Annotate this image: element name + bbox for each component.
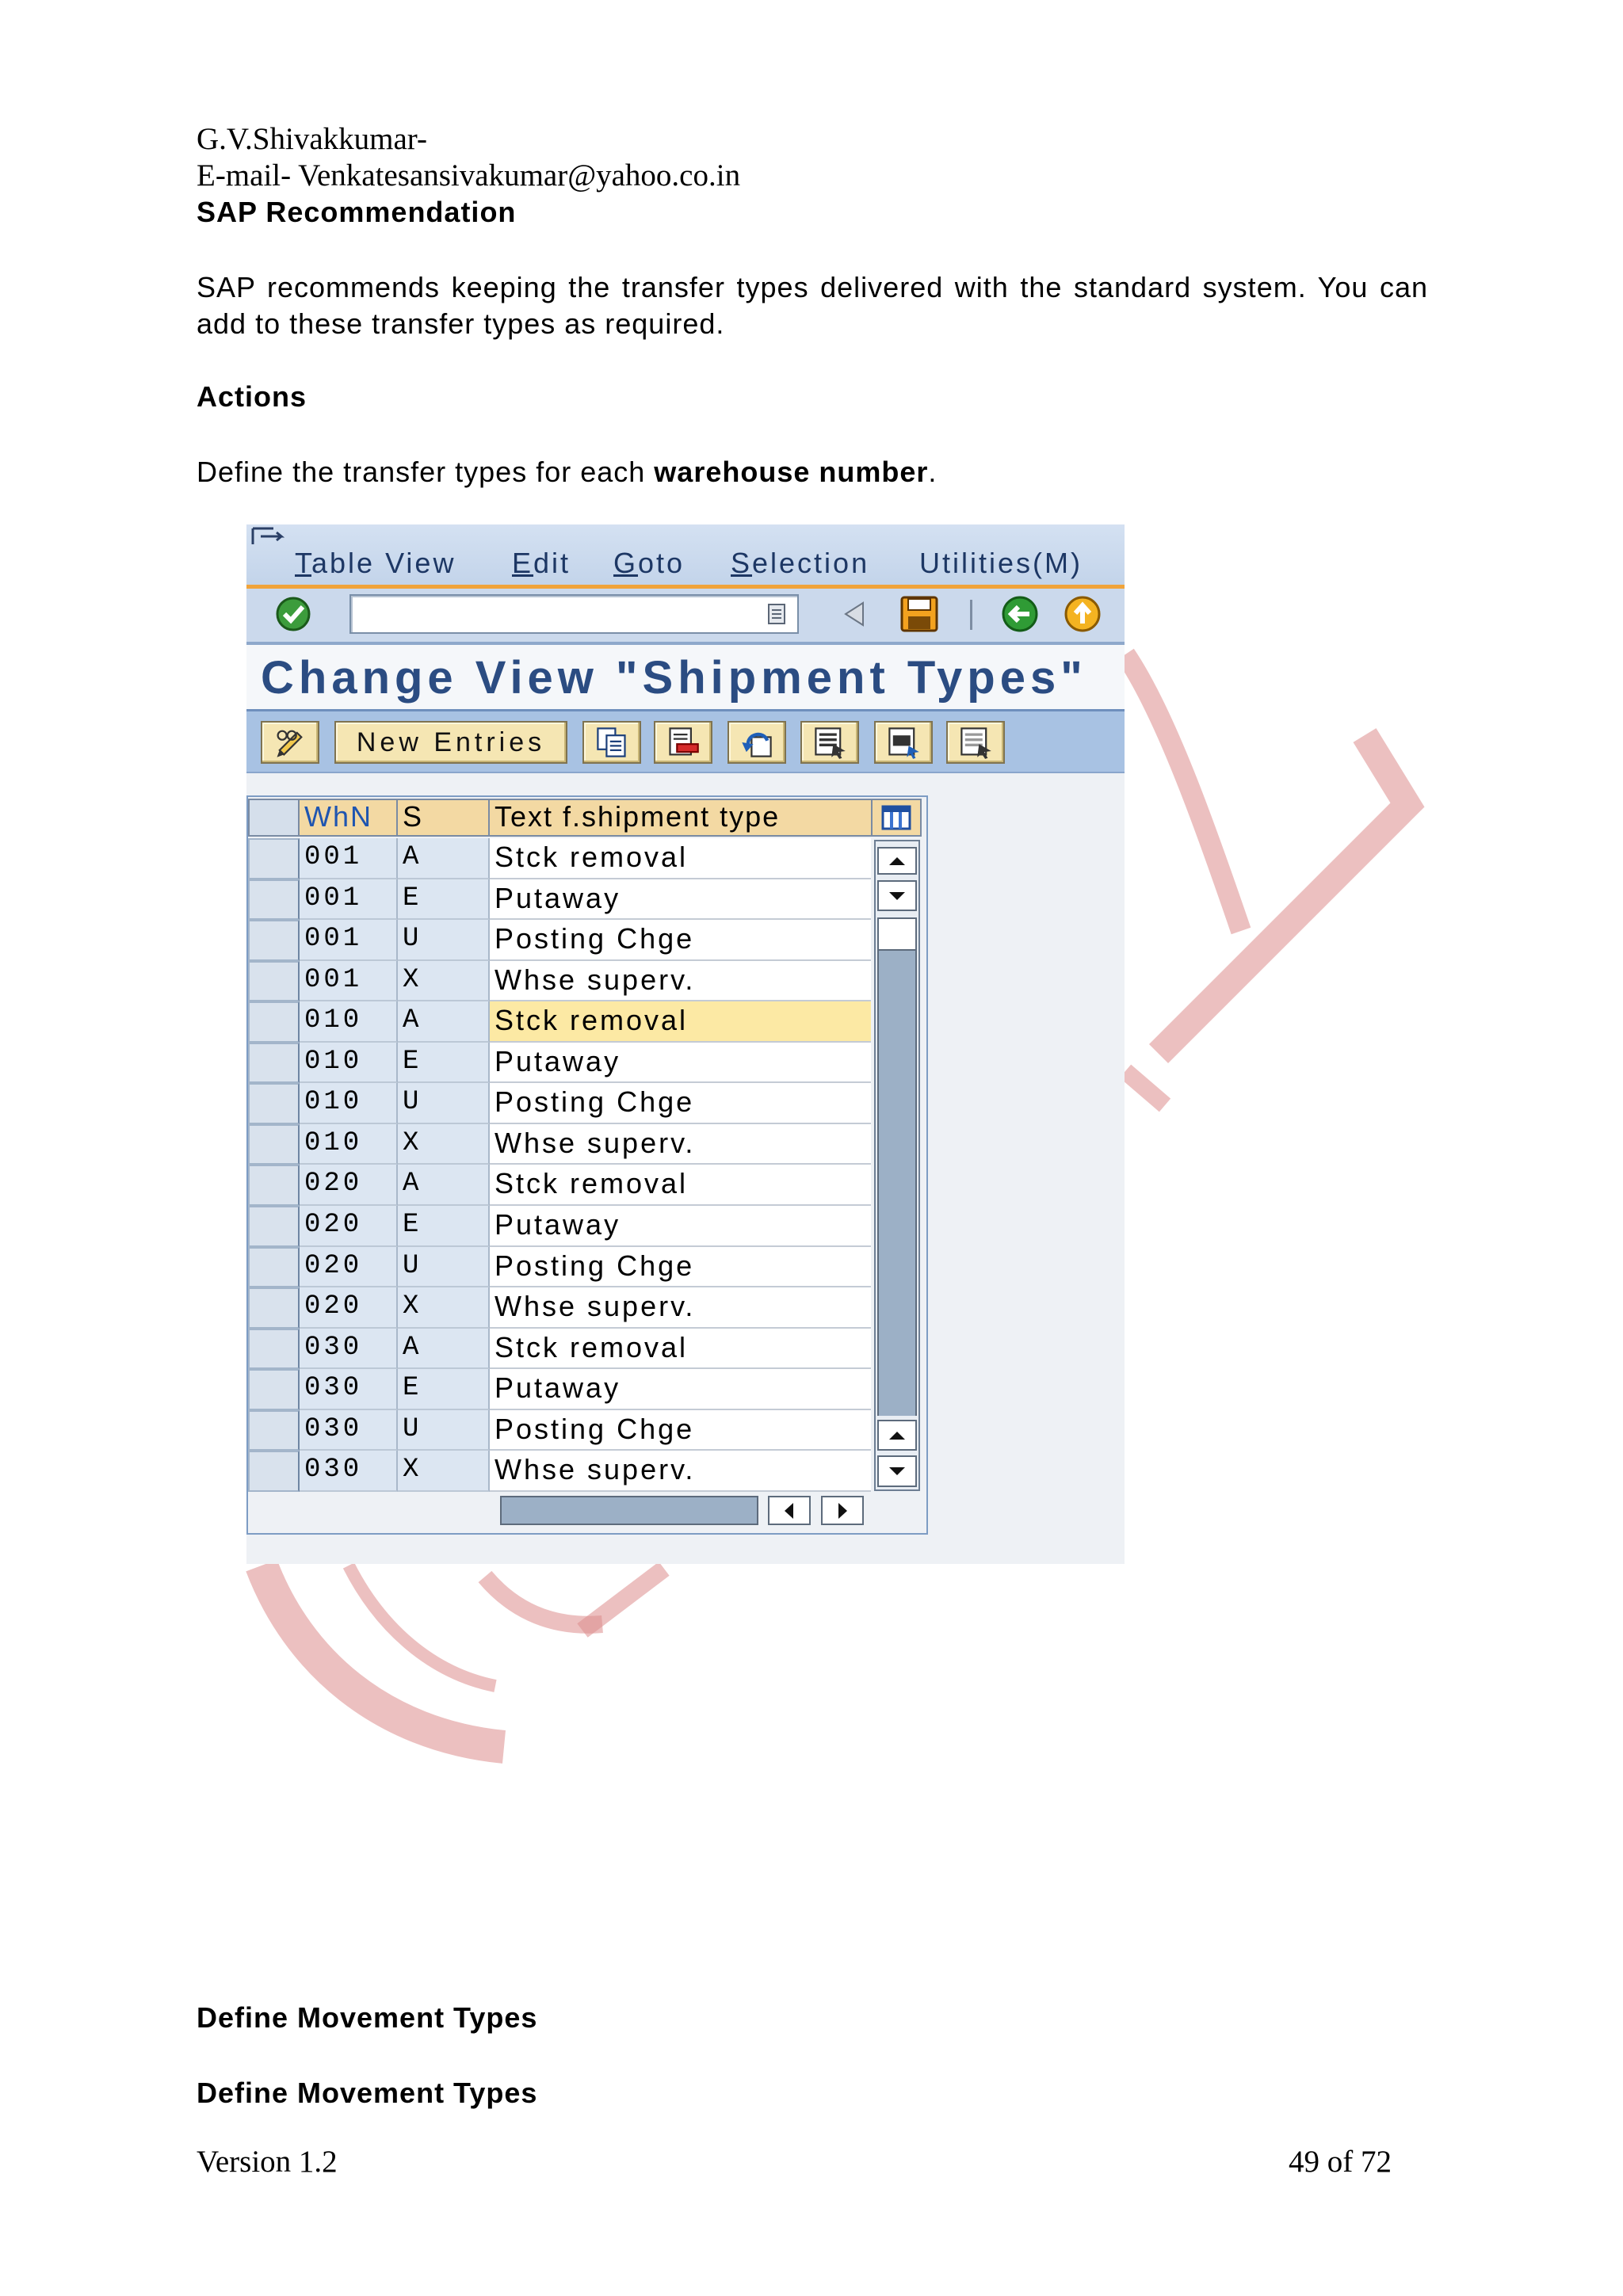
cell-shipment-text[interactable]: Stck removal <box>490 1001 871 1043</box>
cell-shipment-text[interactable]: Posting Chge <box>490 1247 871 1288</box>
cell-shipment-text[interactable]: Posting Chge <box>490 1083 871 1124</box>
table-row[interactable] <box>248 1369 873 1410</box>
cell-shipment-type[interactable]: E <box>398 1043 490 1084</box>
cell-shipment-type[interactable]: X <box>398 1451 490 1492</box>
row-selector[interactable] <box>248 838 300 879</box>
arrow-up-icon <box>888 1430 907 1441</box>
table-row[interactable] <box>248 1083 873 1124</box>
row-selector[interactable] <box>248 1206 300 1247</box>
row-selector[interactable] <box>248 1043 300 1084</box>
cell-shipment-type[interactable]: E <box>398 1369 490 1410</box>
table-row[interactable] <box>248 1124 873 1165</box>
select-block-icon <box>886 725 921 760</box>
row-selector[interactable] <box>248 1124 300 1165</box>
delete-button[interactable] <box>654 721 712 764</box>
command-field[interactable] <box>349 594 799 634</box>
actions-text: Define the transfer types for each <box>197 456 655 488</box>
cell-warehouse[interactable]: 010 <box>300 1083 398 1124</box>
cell-warehouse[interactable]: 020 <box>300 1206 398 1247</box>
application-toolbar <box>246 711 1125 773</box>
table-row[interactable] <box>248 1247 873 1288</box>
section-heading-actions: Actions <box>197 380 307 413</box>
table-row[interactable] <box>248 1287 873 1329</box>
enter-icon[interactable] <box>269 595 318 633</box>
table-row[interactable] <box>248 1206 873 1247</box>
screen-title-bar <box>246 645 1125 711</box>
cell-shipment-text[interactable]: Whse superv. <box>490 1451 871 1492</box>
section-heading-movement-types: Define Movement Types <box>197 2001 538 2034</box>
actions-emphasis: warehouse number <box>654 456 929 488</box>
new-entries-button[interactable]: New Entries <box>334 721 567 764</box>
row-selector[interactable] <box>248 961 300 1002</box>
table-row[interactable] <box>248 1001 873 1043</box>
cell-warehouse[interactable]: 010 <box>300 1124 398 1165</box>
row-selector[interactable] <box>248 1083 300 1124</box>
scrollbar-track[interactable] <box>877 951 917 1416</box>
undo-change-button[interactable] <box>727 721 786 764</box>
menu-corner-icon[interactable] <box>250 527 289 547</box>
table-settings-button[interactable] <box>871 799 922 837</box>
table-control <box>246 795 928 1535</box>
arrow-down-icon <box>888 1466 907 1477</box>
row-selector[interactable] <box>248 879 300 921</box>
cell-shipment-text[interactable]: Posting Chge <box>490 1410 871 1451</box>
cell-warehouse[interactable]: 030 <box>300 1410 398 1451</box>
cell-shipment-type[interactable]: U <box>398 1247 490 1288</box>
scroll-left-button[interactable] <box>768 1496 811 1525</box>
menu-bar <box>246 524 1125 585</box>
scroll-right-button[interactable] <box>821 1496 864 1525</box>
arrow-up-icon <box>888 856 907 867</box>
table-settings-icon <box>880 804 912 831</box>
cell-shipment-text[interactable]: Whse superv. <box>490 1287 871 1329</box>
cell-warehouse[interactable]: 020 <box>300 1165 398 1206</box>
arrow-left-icon <box>783 1501 796 1520</box>
select-all-icon <box>812 725 847 760</box>
row-selector[interactable] <box>248 1287 300 1329</box>
select-all-button[interactable] <box>800 721 859 764</box>
arrow-right-icon <box>836 1501 849 1520</box>
deselect-all-icon <box>958 725 993 760</box>
cell-shipment-type[interactable]: U <box>398 1410 490 1451</box>
row-selector[interactable] <box>248 1165 300 1206</box>
cell-shipment-text[interactable]: Stck removal <box>490 1165 871 1206</box>
author-name: G.V.Shivakkumar- <box>197 122 427 156</box>
table-row[interactable] <box>248 838 873 879</box>
menu-goto[interactable]: Goto <box>613 547 685 579</box>
cell-shipment-type[interactable]: X <box>398 961 490 1002</box>
menu-edit[interactable]: Edit <box>512 547 571 579</box>
cell-shipment-type[interactable]: X <box>398 1124 490 1165</box>
cell-warehouse[interactable]: 010 <box>300 1043 398 1084</box>
cell-warehouse[interactable]: 020 <box>300 1287 398 1329</box>
table-row[interactable] <box>248 1165 873 1206</box>
deselect-all-button[interactable] <box>946 721 1005 764</box>
column-header-type[interactable]: S <box>396 799 490 837</box>
cell-warehouse[interactable]: 020 <box>300 1247 398 1288</box>
scrollbar-thumb[interactable] <box>877 917 917 951</box>
row-selector[interactable] <box>248 1369 300 1410</box>
menu-table-view[interactable]: Table View <box>295 547 456 579</box>
cell-shipment-type[interactable]: U <box>398 1083 490 1124</box>
scroll-up-button[interactable] <box>877 1420 917 1451</box>
display-change-icon <box>273 725 307 760</box>
table-row[interactable] <box>248 1329 873 1370</box>
row-selector[interactable] <box>248 1247 300 1288</box>
cell-shipment-type[interactable]: E <box>398 1206 490 1247</box>
section-heading-movement-types-repeat: Define Movement Types <box>197 2077 538 2109</box>
cell-shipment-type[interactable]: A <box>398 1001 490 1043</box>
author-email: E-mail- Venkatesansivakumar@yahoo.co.in <box>197 158 741 193</box>
back-icon[interactable] <box>998 594 1042 634</box>
copy-as-button[interactable] <box>582 721 641 764</box>
section-heading-recommendation: SAP Recommendation <box>197 196 517 228</box>
cell-shipment-text[interactable]: Putaway <box>490 1369 871 1410</box>
toolbar-separator <box>970 600 972 630</box>
delete-icon <box>666 725 701 760</box>
cell-shipment-type[interactable]: X <box>398 1287 490 1329</box>
cell-shipment-text[interactable]: Whse superv. <box>490 1124 871 1165</box>
page-down-button[interactable] <box>877 880 917 911</box>
column-header-text[interactable]: Text f.shipment type <box>488 799 873 837</box>
display-change-button[interactable] <box>261 721 319 764</box>
horizontal-scrollbar[interactable] <box>500 1496 758 1525</box>
cell-shipment-type[interactable]: U <box>398 920 490 961</box>
cell-warehouse[interactable]: 030 <box>300 1451 398 1492</box>
table-row[interactable] <box>248 961 873 1002</box>
cell-warehouse[interactable]: 001 <box>300 920 398 961</box>
cell-warehouse[interactable]: 001 <box>300 879 398 921</box>
cell-shipment-type[interactable]: A <box>398 838 490 879</box>
table-row[interactable] <box>248 1043 873 1084</box>
row-selector[interactable] <box>248 1410 300 1451</box>
scroll-down-button[interactable] <box>877 1455 917 1487</box>
cell-shipment-text[interactable]: Putaway <box>490 1043 871 1084</box>
document-version: Version 1.2 <box>197 2145 338 2179</box>
cell-shipment-type[interactable]: A <box>398 1165 490 1206</box>
undo-change-icon <box>739 725 774 760</box>
cell-warehouse[interactable]: 001 <box>300 961 398 1002</box>
page-number: 49 of 72 <box>1289 2145 1392 2179</box>
table-row[interactable] <box>248 879 873 921</box>
select-all-rows-cell[interactable] <box>248 799 300 837</box>
exit-icon[interactable] <box>1060 594 1105 634</box>
recommendation-paragraph: SAP recommends keeping the transfer types delivered with the standard system. You can add to these transfer types as required. <box>197 271 1428 340</box>
command-history-icon[interactable] <box>766 602 789 626</box>
copy-as-icon <box>594 725 629 760</box>
cell-shipment-type[interactable]: E <box>398 879 490 921</box>
sap-screenshot <box>246 524 1125 1564</box>
table-row[interactable] <box>248 1451 873 1492</box>
menu-utilities[interactable]: Utilities(M) <box>919 547 1083 579</box>
cell-shipment-text[interactable]: Whse superv. <box>490 961 871 1002</box>
table-row[interactable] <box>248 920 873 961</box>
cell-shipment-type[interactable]: A <box>398 1329 490 1370</box>
cell-shipment-text[interactable]: Stck removal <box>490 1329 871 1370</box>
page-up-button[interactable] <box>877 847 917 875</box>
save-icon[interactable] <box>897 594 941 634</box>
cell-warehouse[interactable]: 010 <box>300 1001 398 1043</box>
actions-period: . <box>928 456 938 488</box>
actions-sentence <box>197 454 937 490</box>
cell-shipment-text[interactable]: Stck removal <box>490 838 871 879</box>
cell-warehouse[interactable]: 001 <box>300 838 398 879</box>
row-selector[interactable] <box>248 1329 300 1370</box>
row-selector[interactable] <box>248 920 300 961</box>
arrow-down-icon <box>888 891 907 902</box>
cell-warehouse[interactable]: 030 <box>300 1369 398 1410</box>
cell-shipment-text[interactable]: Putaway <box>490 1206 871 1247</box>
row-selector[interactable] <box>248 1451 300 1492</box>
cell-shipment-text[interactable]: Putaway <box>490 879 871 921</box>
menu-selection[interactable]: Selection <box>731 547 870 579</box>
cell-warehouse[interactable]: 030 <box>300 1329 398 1370</box>
row-selector[interactable] <box>248 1001 300 1043</box>
cell-shipment-text[interactable]: Posting Chge <box>490 920 871 961</box>
back-triangle-icon[interactable] <box>842 600 866 628</box>
table-row[interactable] <box>248 1410 873 1451</box>
screen-title: Change View "Shipment Types" <box>261 652 1087 704</box>
system-toolbar <box>246 589 1125 645</box>
select-block-button[interactable] <box>874 721 933 764</box>
column-header-warehouse[interactable]: WhN <box>298 799 398 837</box>
vertical-scrollbar[interactable] <box>874 840 920 1491</box>
